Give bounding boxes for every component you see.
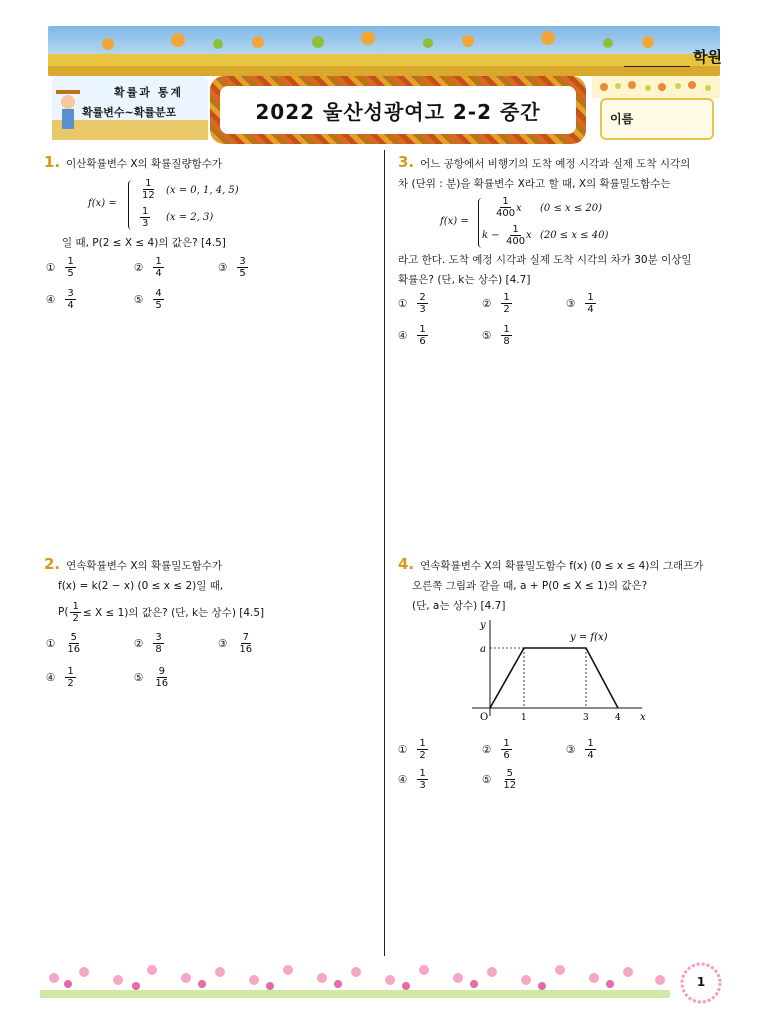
name-box bbox=[592, 76, 720, 144]
choice-5[interactable]: ⑤ $\frac{5}{12}$ bbox=[482, 768, 517, 791]
x-tick-3: 3 bbox=[583, 713, 589, 723]
choice-4[interactable]: ④ $\frac{1}{6}$ bbox=[398, 324, 426, 347]
choice-5[interactable]: ⑤ $\frac{1}{8}$ bbox=[482, 324, 510, 347]
question-2: 2. 연속확률변수 X의 확률밀도함수가 f(x) = k(2 − x) (0 ≤ x ≤ 2)일 때, bbox=[44, 555, 224, 592]
q3-choices bbox=[398, 292, 728, 352]
q2-probability: P( $\frac{1}{2}$ ≤ X ≤ 1)의 값은? (단, k는 상수) [4.5] bbox=[58, 600, 265, 624]
subject-range: 확률변수~확률분포 bbox=[82, 106, 177, 119]
origin-label: O bbox=[480, 712, 489, 723]
choice-4[interactable]: ④ $\frac{1}{3}$ bbox=[398, 768, 426, 791]
q1-question: 일 때, P(2 ≤ X ≤ 4)의 값은? [4.5] bbox=[62, 237, 226, 249]
choice-2[interactable]: ② $\frac{3}{8}$ bbox=[134, 632, 162, 655]
choice-3[interactable]: ③ $\frac{3}{5}$ bbox=[218, 256, 246, 279]
academy-blank[interactable] bbox=[624, 66, 690, 67]
fraction: $\frac{1}{400}$ bbox=[506, 224, 526, 247]
q3-piecewise: f(x) = $\frac{1}{400}$ x (0 ≤ x ≤ 20) k − $\frac{1}{400}$ x (20 ≤ x ≤ 40) bbox=[440, 196, 609, 247]
density-curve bbox=[490, 648, 618, 708]
brace bbox=[128, 180, 135, 230]
question-number: 1. bbox=[44, 153, 61, 171]
page-number-badge bbox=[680, 962, 722, 1004]
fraction: $\frac{1}{3}$ bbox=[142, 206, 149, 229]
academy-field: 학원 bbox=[612, 46, 722, 67]
footer-flower-border bbox=[40, 960, 670, 1004]
choice-2[interactable]: ② $\frac{1}{2}$ bbox=[482, 292, 510, 315]
choice-4[interactable]: ④ $\frac{3}{4}$ bbox=[46, 288, 74, 311]
q4-graph bbox=[466, 616, 656, 726]
choice-1[interactable]: ① $\frac{2}{3}$ bbox=[398, 292, 426, 315]
exam-title-frame bbox=[210, 76, 586, 144]
page-number: 1 bbox=[696, 975, 706, 989]
fraction: $\frac{1}{2}$ bbox=[72, 600, 79, 624]
q4-choices bbox=[398, 738, 728, 798]
subject-box bbox=[52, 76, 208, 140]
name-field[interactable] bbox=[600, 98, 714, 140]
choice-3[interactable]: ③ $\frac{1}{4}$ bbox=[566, 292, 594, 315]
x-tick-1: 1 bbox=[521, 713, 527, 723]
curve-label: y = f(x) bbox=[570, 632, 608, 643]
a-label: a bbox=[480, 644, 486, 655]
question-4: 4. 연속확률변수 X의 확률밀도함수 f(x) (0 ≤ x ≤ 4)의 그래프가 오른쪽 그림과 같을 때, a + P(0 ≤ X ≤ 1)의 값은? (단, a는 상수) [4.7] bbox=[398, 555, 704, 612]
choice-1[interactable]: ① $\frac{5}{16}$ bbox=[46, 632, 81, 655]
x-tick-4: 4 bbox=[615, 713, 621, 723]
choice-5[interactable]: ⑤ $\frac{9}{16}$ bbox=[134, 666, 169, 689]
question-number: 4. bbox=[398, 555, 415, 573]
q1-choices bbox=[46, 256, 376, 316]
q1-piecewise: f(x) = $\frac{1}{12}$ (x = 0, 1, 4, 5) $\frac{1}{3}$ (x = 2, 3) bbox=[88, 178, 239, 229]
choice-1[interactable]: ① $\frac{1}{2}$ bbox=[398, 738, 426, 761]
choice-2[interactable]: ② $\frac{1}{6}$ bbox=[482, 738, 510, 761]
choice-1[interactable]: ① $\frac{1}{5}$ bbox=[46, 256, 74, 279]
choice-3[interactable]: ③ $\frac{7}{16}$ bbox=[218, 632, 253, 655]
choice-2[interactable]: ② $\frac{1}{4}$ bbox=[134, 256, 162, 279]
choice-5[interactable]: ⑤ $\frac{4}{5}$ bbox=[134, 288, 162, 311]
question-1: 1. 이산확률변수 X의 확률질량함수가 bbox=[44, 153, 223, 171]
exam-title: 2022 울산성광여고 2-2 중간 bbox=[220, 86, 576, 134]
column-divider bbox=[384, 150, 385, 956]
choice-4[interactable]: ④ $\frac{1}{2}$ bbox=[46, 666, 74, 689]
choice-3[interactable]: ③ $\frac{1}{4}$ bbox=[566, 738, 594, 761]
x-axis-label: x bbox=[640, 712, 646, 723]
question-number: 3. bbox=[398, 153, 415, 171]
question-number: 2. bbox=[44, 555, 61, 573]
q2-choices bbox=[46, 632, 376, 692]
fraction: $\frac{1}{400}$ bbox=[496, 196, 516, 219]
fraction: $\frac{1}{12}$ bbox=[142, 178, 155, 201]
name-label: 이름 bbox=[610, 112, 634, 126]
question-3: 3. 어느 공항에서 비행기의 도착 예정 시각과 실제 도착 시각의 차 (단위 : 분)을 확률변수 X라고 할 때, X의 확률밀도함수는 bbox=[398, 153, 691, 190]
y-axis-label: y bbox=[480, 620, 486, 631]
q3-question: 라고 한다. 도착 예정 시각과 실제 도착 시각의 차가 30분 이상일 확률은? (단, k는 상수) [4.7] bbox=[398, 254, 692, 286]
subject-title: 확률과 통계 bbox=[114, 86, 183, 99]
